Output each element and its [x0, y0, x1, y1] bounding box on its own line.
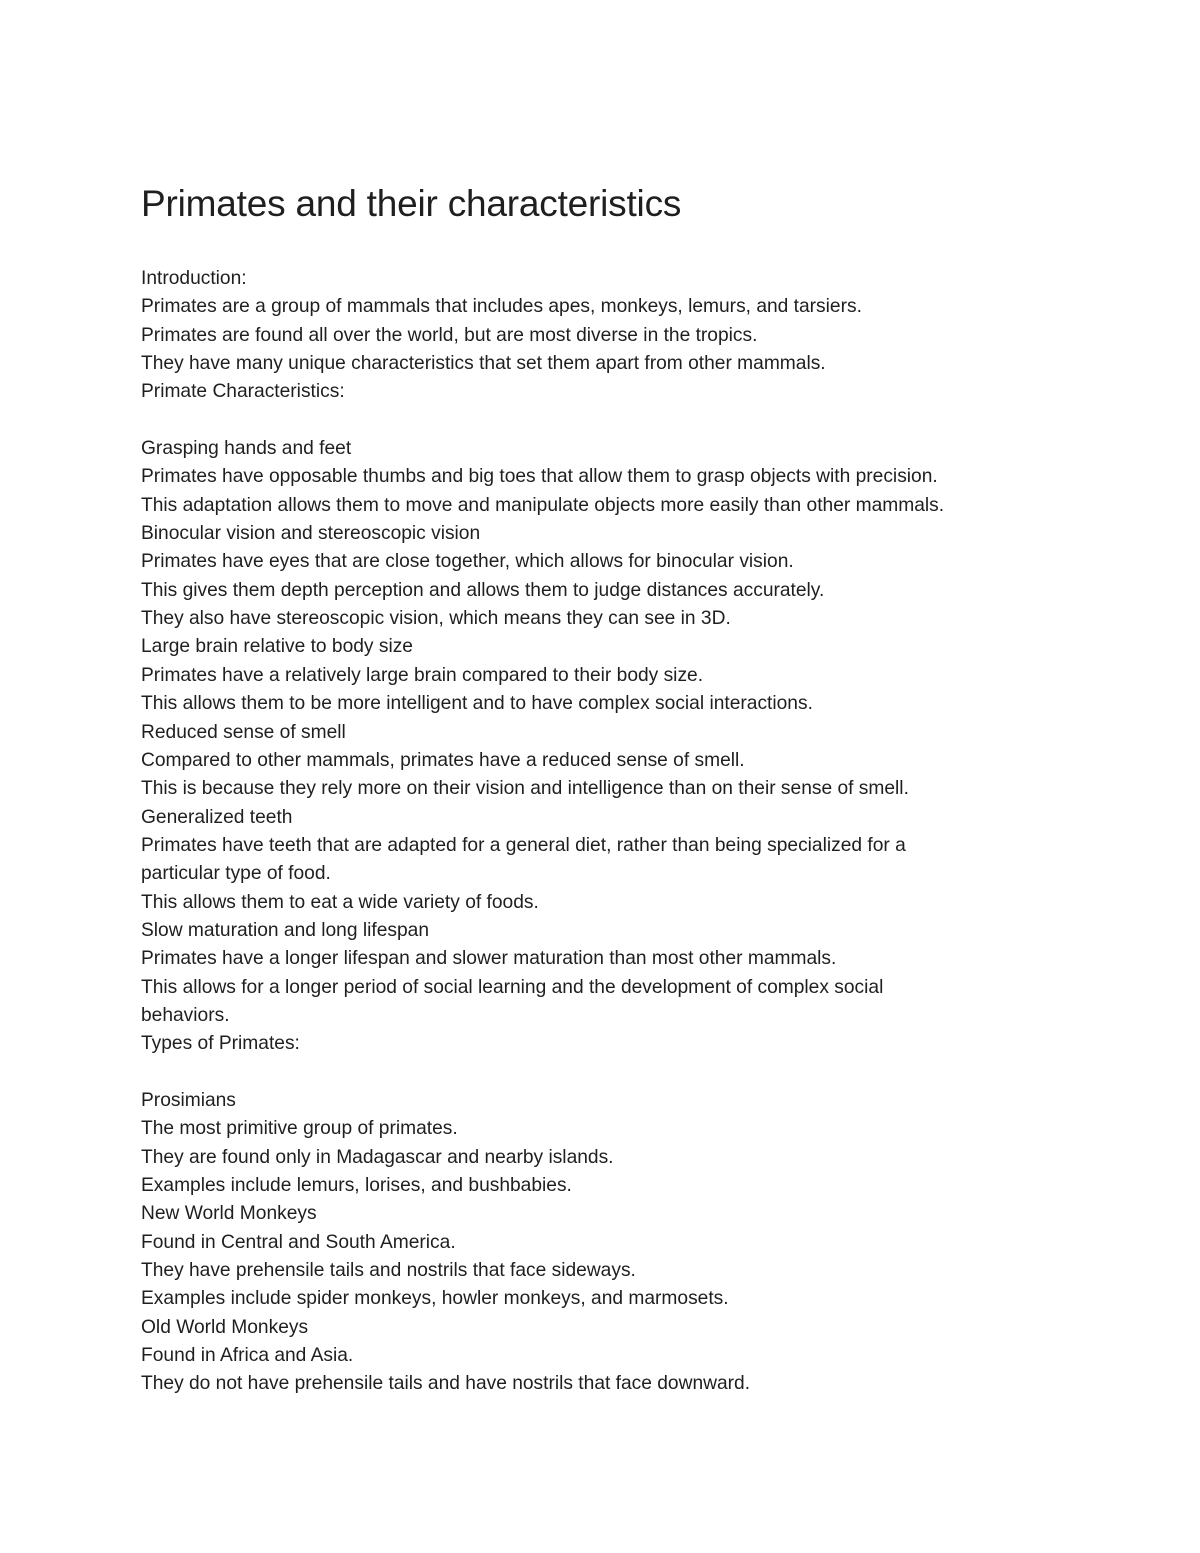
text-line: Old World Monkeys [141, 1316, 309, 1338]
text-line: particular type of food. [141, 863, 331, 885]
text-line: Primates have a relatively large brain compared to their body size. [141, 664, 704, 686]
text-line: Primates have a longer lifespan and slower maturation than most other mammals. [141, 948, 837, 970]
text-line: behaviors. [141, 1004, 230, 1026]
text-line: Compared to other mammals, primates have a reduced sense of smell. [141, 749, 745, 771]
document-body [141, 265, 1041, 1399]
text-line: Grasping hands and feet [141, 438, 352, 460]
text-line: Binocular vision and stereoscopic vision [141, 523, 481, 545]
text-line: Types of Primates: [141, 1033, 300, 1055]
text-line: Primates are found all over the world, but are most diverse in the tropics. [141, 324, 758, 346]
text-line: Primates are a group of mammals that includes apes, monkeys, lemurs, and tarsiers. [141, 296, 862, 318]
text-line: Examples include lemurs, lorises, and bushbabies. [141, 1175, 572, 1196]
text-line: This allows them to be more intelligent and to have complex social interactions. [141, 693, 813, 715]
text-line: Found in Central and South America. [141, 1231, 456, 1253]
text-line: Reduced sense of smell [141, 721, 346, 743]
text-line: Primates have eyes that are close together, which allows for binocular vision. [141, 551, 794, 573]
text-line: This allows them to eat a wide variety of foods. [141, 891, 539, 913]
text-line: They are found only in Madagascar and nearby islands. [141, 1146, 614, 1168]
text-line: Slow maturation and long lifespan [141, 919, 429, 941]
blank-line [141, 1059, 1041, 1087]
text-line: This allows for a longer period of social learning and the development of complex social [141, 976, 884, 998]
text-line: Large brain relative to body size [141, 636, 413, 658]
text-line: Primates have opposable thumbs and big toes that allow them to grasp objects with precision. [141, 466, 938, 488]
text-line: They do not have prehensile tails and have nostrils that face downward. [141, 1373, 751, 1395]
text-line: Found in Africa and Asia. [141, 1345, 354, 1367]
text-line: This adaptation allows them to move and manipulate objects more easily than other mammals. [141, 494, 945, 516]
text-line: Prosimians [141, 1089, 236, 1111]
text-line: Introduction: [141, 268, 247, 289]
text-line: They have prehensile tails and nostrils that face sideways. [141, 1260, 636, 1282]
text-line: Generalized teeth [141, 806, 293, 828]
text-line: The most primitive group of primates. [141, 1118, 458, 1140]
text-line: They have many unique characteristics that set them apart from other mammals. [141, 353, 826, 375]
document-title: Primates and their characteristics [141, 183, 682, 224]
text-line: They also have stereoscopic vision, which means they can see in 3D. [141, 608, 731, 630]
text-line: This gives them depth perception and allows them to judge distances accurately. [141, 579, 825, 601]
text-line: Primate Characteristics: [141, 381, 345, 403]
text-line: Primates have teeth that are adapted for a general diet, rather than being specialized for a [141, 834, 906, 856]
text-line: This is because they rely more on their vision and intelligence than on their sense of smell. [141, 778, 909, 800]
blank-line [141, 407, 1041, 435]
text-line: Examples include spider monkeys, howler monkeys, and marmosets. [141, 1288, 729, 1310]
text-line: New World Monkeys [141, 1203, 317, 1225]
